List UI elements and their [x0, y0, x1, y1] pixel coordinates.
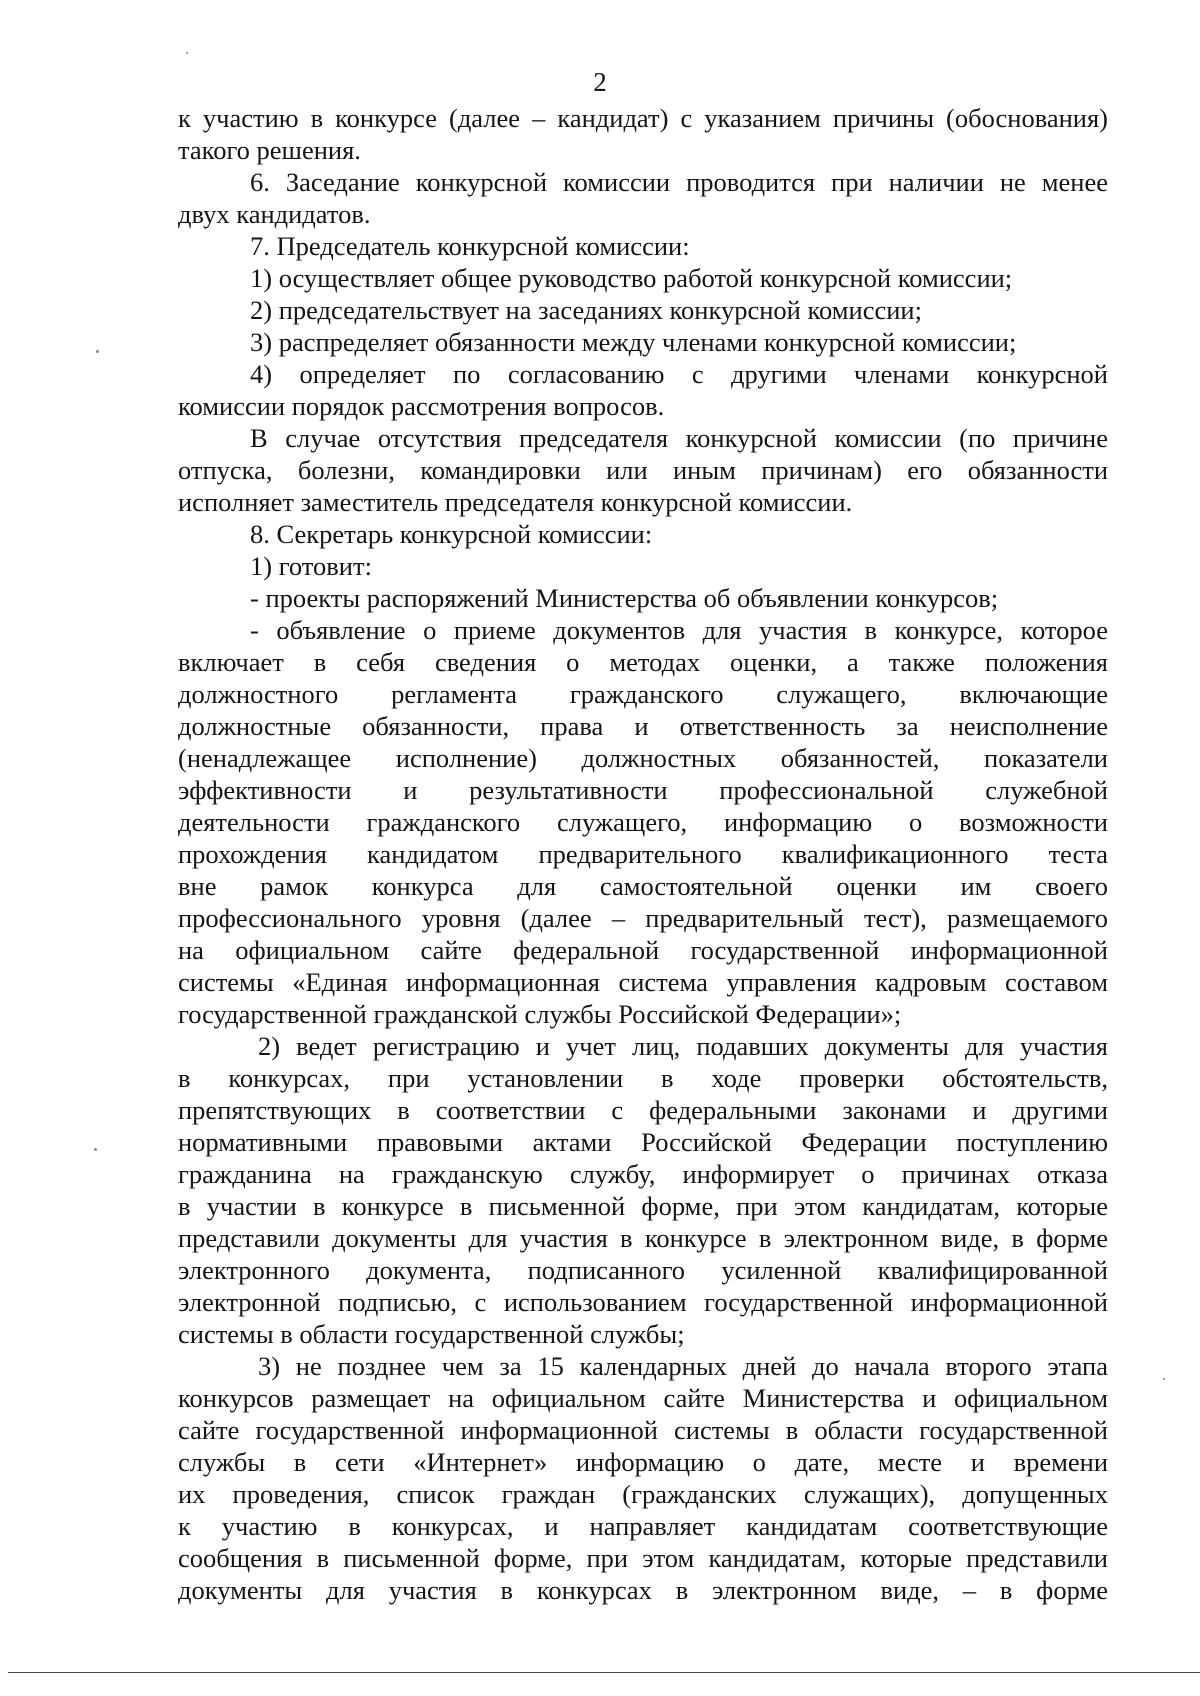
text-line: профессионального уровня (далее – предварительный тест), размещаемого: [178, 903, 1108, 933]
text-line: представили документы для участия в конкурсе в электронном виде, в форме: [178, 1223, 1108, 1253]
text-line: нормативными правовыми актами Российской Федерации поступлению: [178, 1127, 1108, 1157]
text-line: на официальном сайте федеральной государственной информационной: [178, 935, 1108, 965]
text-line: к участию в конкурсе (далее – кандидат) с указанием причины (обоснования): [178, 103, 1108, 133]
text-line: В случае отсутствия председателя конкурсной комиссии (по причине: [250, 423, 1108, 453]
text-line: электронного документа, подписанного усиленной квалифицированной: [178, 1255, 1108, 1285]
text-line: деятельности гражданского служащего, информацию о возможности: [178, 807, 1108, 837]
text-line: государственной гражданской службы Российской Федерации»;: [178, 999, 902, 1029]
scan-edge-line: [8, 1672, 1200, 1673]
scan-speck: [94, 1148, 97, 1151]
text-line: сообщения в письменной форме, при этом кандидатам, которые представили: [178, 1543, 1108, 1573]
text-line: 7. Председатель конкурсной комиссии:: [250, 231, 690, 261]
text-line: документы для участия в конкурсах в электронном виде, – в форме: [178, 1575, 1108, 1605]
text-line: препятствующих в соответствии с федеральными законами и другими: [178, 1095, 1108, 1125]
page-number: 2: [593, 67, 607, 97]
scan-speck: [96, 350, 99, 353]
text-line: в участии в конкурсе в письменной форме, при этом кандидатам, которые: [178, 1191, 1108, 1221]
text-line: системы «Единая информационная система управления кадровым составом: [178, 967, 1108, 997]
text-line: должностные обязанности, права и ответственность за неисполнение: [178, 711, 1108, 741]
text-line: их проведения, список граждан (гражданских служащих), допущенных: [178, 1479, 1108, 1509]
text-line: 3) распределяет обязанности между членами конкурсной комиссии;: [250, 327, 1017, 357]
text-line: такого решения.: [178, 135, 361, 165]
text-line: двух кандидатов.: [178, 199, 371, 229]
text-line: (ненадлежащее исполнение) должностных обязанностей, показатели: [178, 743, 1108, 773]
text-line: прохождения кандидатом предварительного квалификационного теста: [178, 839, 1108, 869]
text-line: конкурсов размещает на официальном сайте Министерства и официальном: [178, 1383, 1108, 1413]
text-line: электронной подписью, с использованием государственной информационной: [178, 1287, 1108, 1317]
text-line: 2) ведет регистрацию и учет лиц, подавших документы для участия: [258, 1031, 1108, 1061]
text-line: вне рамок конкурса для самостоятельной оценки им своего: [178, 871, 1108, 901]
text-line: - объявление о приеме документов для участия в конкурсе, которое: [250, 615, 1108, 645]
text-line: включает в себя сведения о методах оценки, а также положения: [178, 647, 1108, 677]
text-line: 1) готовит:: [250, 551, 372, 581]
text-line: комиссии порядок рассмотрения вопросов.: [178, 391, 665, 421]
text-line: должностного регламента гражданского служащего, включающие: [178, 679, 1108, 709]
text-line: службы в сети «Интернет» информацию о дате, месте и времени: [178, 1447, 1108, 1477]
text-line: - проекты распоряжений Министерства об объявлении конкурсов;: [250, 583, 999, 613]
text-line: исполняет заместитель председателя конкурсной комиссии.: [178, 487, 853, 517]
text-line: 2) председательствует на заседаниях конкурсной комиссии;: [250, 295, 922, 325]
text-line: в конкурсах, при установлении в ходе проверки обстоятельств,: [178, 1063, 1108, 1093]
text-line: 8. Секретарь конкурсной комиссии:: [250, 519, 653, 549]
document-body: [178, 102, 1108, 1606]
text-line: 4) определяет по согласованию с другими членами конкурсной: [250, 359, 1108, 389]
text-line: отпуска, болезни, командировки или иным причинам) его обязанности: [178, 455, 1108, 485]
text-line: системы в области государственной службы;: [178, 1319, 685, 1349]
text-line: к участию в конкурсах, и направляет кандидатам соответствующие: [178, 1511, 1108, 1541]
text-line: 6. Заседание конкурсной комиссии проводится при наличии не менее: [250, 167, 1108, 197]
text-line: гражданина на гражданскую службу, информирует о причинах отказа: [178, 1159, 1108, 1189]
scan-speck: [186, 52, 188, 54]
scan-speck: [1163, 1378, 1165, 1380]
text-line: эффективности и результативности профессиональной служебной: [178, 775, 1108, 805]
text-line: сайте государственной информационной системы в области государственной: [178, 1415, 1108, 1445]
text-line: 3) не позднее чем за 15 календарных дней до начала второго этапа: [258, 1351, 1108, 1381]
text-line: 1) осуществляет общее руководство работой конкурсной комиссии;: [250, 263, 1013, 293]
